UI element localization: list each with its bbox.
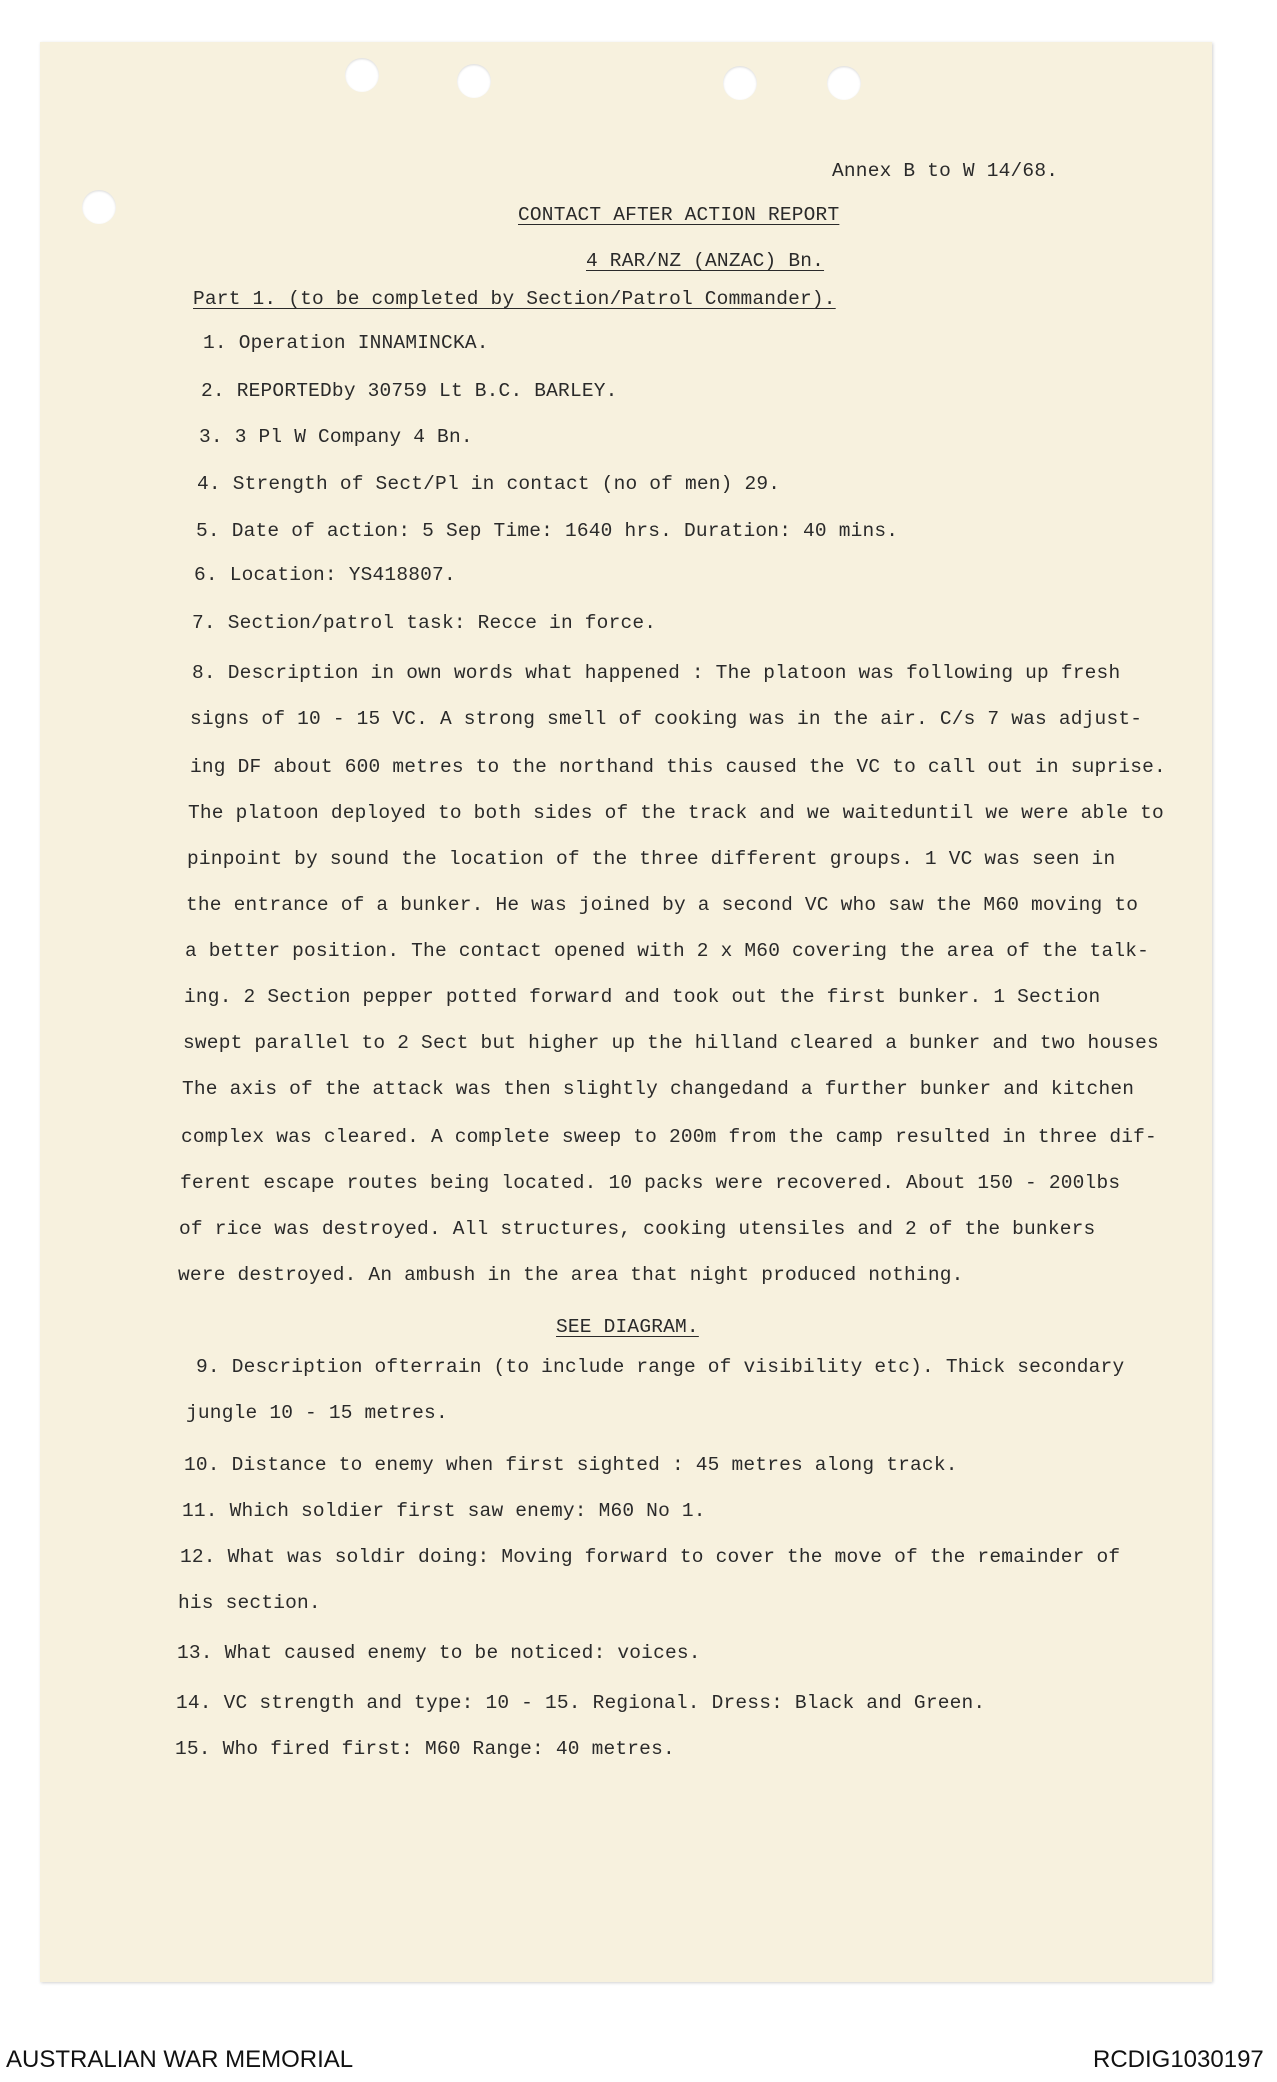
item-9-line: 9. Description ofterrain (to include range of visibility etc). Thick secondary xyxy=(196,1356,1125,1378)
item-8-line: signs of 10 - 15 VC. A strong smell of cooking was in the air. C/s 7 was adjust- xyxy=(190,708,1143,730)
item-14: 14. VC strength and type: 10 - 15. Regional. Dress: Black and Green. xyxy=(176,1692,986,1714)
item-3: 3. 3 Pl W Company 4 Bn. xyxy=(199,426,473,448)
item-11: 11. Which soldier first saw enemy: M60 No 1. xyxy=(182,1500,706,1522)
unit-name: 4 RAR/NZ (ANZAC) Bn. xyxy=(586,250,825,272)
item-15: 15. Who fired first: M60 Range: 40 metres. xyxy=(175,1738,675,1760)
item-8-line: ing. 2 Section pepper potted forward and took out the first bunker. 1 Section xyxy=(184,986,1101,1008)
item-10: 10. Distance to enemy when first sighted : 45 metres along track. xyxy=(184,1454,958,1476)
punch-hole xyxy=(82,190,116,224)
item-6: 6. Location: YS418807. xyxy=(194,564,456,586)
item-8-line: ing DF about 600 metres to the northand this caused the VC to call out in suprise. xyxy=(190,756,1166,778)
part-heading: Part 1. (to be completed by Section/Patrol Commander). xyxy=(193,288,836,310)
item-9-line: jungle 10 - 15 metres. xyxy=(186,1402,448,1424)
punch-hole xyxy=(827,66,861,100)
item-12-line: his section. xyxy=(178,1592,321,1614)
see-diagram-note: SEE DIAGRAM. xyxy=(556,1316,699,1338)
punch-hole xyxy=(723,66,757,100)
item-8-line: a better position. The contact opened with 2 x M60 covering the area of the talk- xyxy=(185,940,1150,962)
item-8-line: pinpoint by sound the location of the three different groups. 1 VC was seen in xyxy=(187,848,1116,870)
item-2: 2. REPORTEDby 30759 Lt B.C. BARLEY. xyxy=(201,380,618,402)
item-7: 7. Section/patrol task: Recce in force. xyxy=(192,612,657,634)
item-8-line: complex was cleared. A complete sweep to 200m from the camp resulted in three dif- xyxy=(181,1126,1157,1148)
item-8-line: 8. Description in own words what happened : The platoon was following up fresh xyxy=(192,662,1121,684)
item-8-line: The axis of the attack was then slightly changedand a further bunker and kitchen xyxy=(182,1078,1135,1100)
item-12-line: 12. What was soldir doing: Moving forward to cover the move of the remainder of xyxy=(180,1546,1121,1568)
item-8-line: were destroyed. An ambush in the area that night produced nothing. xyxy=(178,1264,964,1286)
footer-source: AUSTRALIAN WAR MEMORIAL xyxy=(6,2046,354,2073)
item-1: 1. Operation INNAMINCKA. xyxy=(203,332,489,354)
item-4: 4. Strength of Sect/Pl in contact (no of men) 29. xyxy=(197,473,781,495)
item-13: 13. What caused enemy to be noticed: voices. xyxy=(177,1642,701,1664)
punch-hole xyxy=(345,58,379,92)
item-8-line: ferent escape routes being located. 10 packs were recovered. About 150 - 200lbs xyxy=(180,1172,1121,1194)
annex-reference: Annex B to W 14/68. xyxy=(832,160,1059,182)
footer-id: RCDIG1030197 xyxy=(1093,2046,1264,2073)
item-8-line: The platoon deployed to both sides of the track and we waiteduntil we were able to xyxy=(188,802,1164,824)
item-8-line: of rice was destroyed. All structures, cooking utensiles and 2 of the bunkers xyxy=(179,1218,1096,1240)
report-title: CONTACT AFTER ACTION REPORT xyxy=(518,204,840,226)
item-8-line: swept parallel to 2 Sect but higher up the hilland cleared a bunker and two houses xyxy=(183,1032,1159,1054)
item-8-line: the entrance of a bunker. He was joined by a second VC who saw the M60 moving to xyxy=(186,894,1139,916)
punch-hole xyxy=(457,64,491,98)
item-5: 5. Date of action: 5 Sep Time: 1640 hrs. Duration: 40 mins. xyxy=(196,520,899,542)
